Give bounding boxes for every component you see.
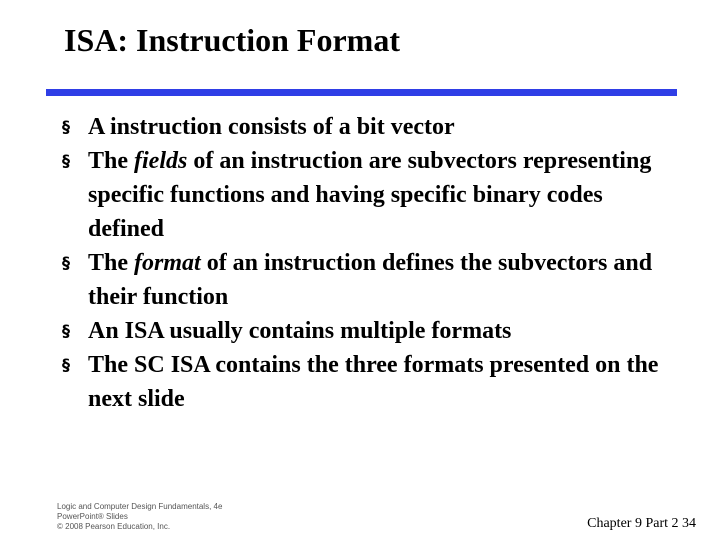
credit-line: PowerPoint® Slides xyxy=(57,512,128,521)
bullet-marker-icon: § xyxy=(62,253,70,272)
credit-line: © 2008 Pearson Education, Inc. xyxy=(57,522,171,531)
emphasized-term: fields xyxy=(134,148,188,174)
credit-line: Logic and Computer Design Fundamentals, 4e xyxy=(57,502,223,511)
bullet-text-segment: A instruction consists of a bit vector xyxy=(88,114,455,140)
bullet-text xyxy=(88,114,455,140)
slide-title: ISA: Instruction Format xyxy=(64,22,400,58)
bullet-text-segment: The xyxy=(88,250,135,276)
bullet-text-segment: The xyxy=(88,148,135,174)
bullet-item xyxy=(62,314,682,348)
bullet-text-segment: of an instruction defines the subvectors and their function xyxy=(88,250,653,310)
bullet-list xyxy=(62,110,682,416)
bullet-text-segment: The SC ISA contains the three formats presented on the next slide xyxy=(88,352,659,412)
bullet-text xyxy=(88,250,652,310)
bullet-item xyxy=(62,110,682,144)
footer-credit xyxy=(57,502,222,532)
emphasized-term: format xyxy=(134,250,201,276)
bullet-text xyxy=(88,352,658,412)
bullet-text xyxy=(88,318,511,344)
bullet-marker-icon: § xyxy=(62,151,70,170)
bullet-marker-icon: § xyxy=(62,117,70,136)
title-underline-bar xyxy=(46,89,677,96)
page-number: Chapter 9 Part 2 34 xyxy=(587,516,696,531)
bullet-item xyxy=(62,246,682,314)
bullet-item xyxy=(62,144,682,246)
bullet-item xyxy=(62,348,682,416)
bullet-text-segment: An ISA usually contains multiple formats xyxy=(88,318,512,344)
bullet-marker-icon: § xyxy=(62,321,70,340)
bullet-marker-icon: § xyxy=(62,355,70,374)
bullet-text xyxy=(88,148,651,242)
bullet-text-segment: of an instruction are subvectors representing specific functions and having specific binary codes defined xyxy=(88,148,652,242)
